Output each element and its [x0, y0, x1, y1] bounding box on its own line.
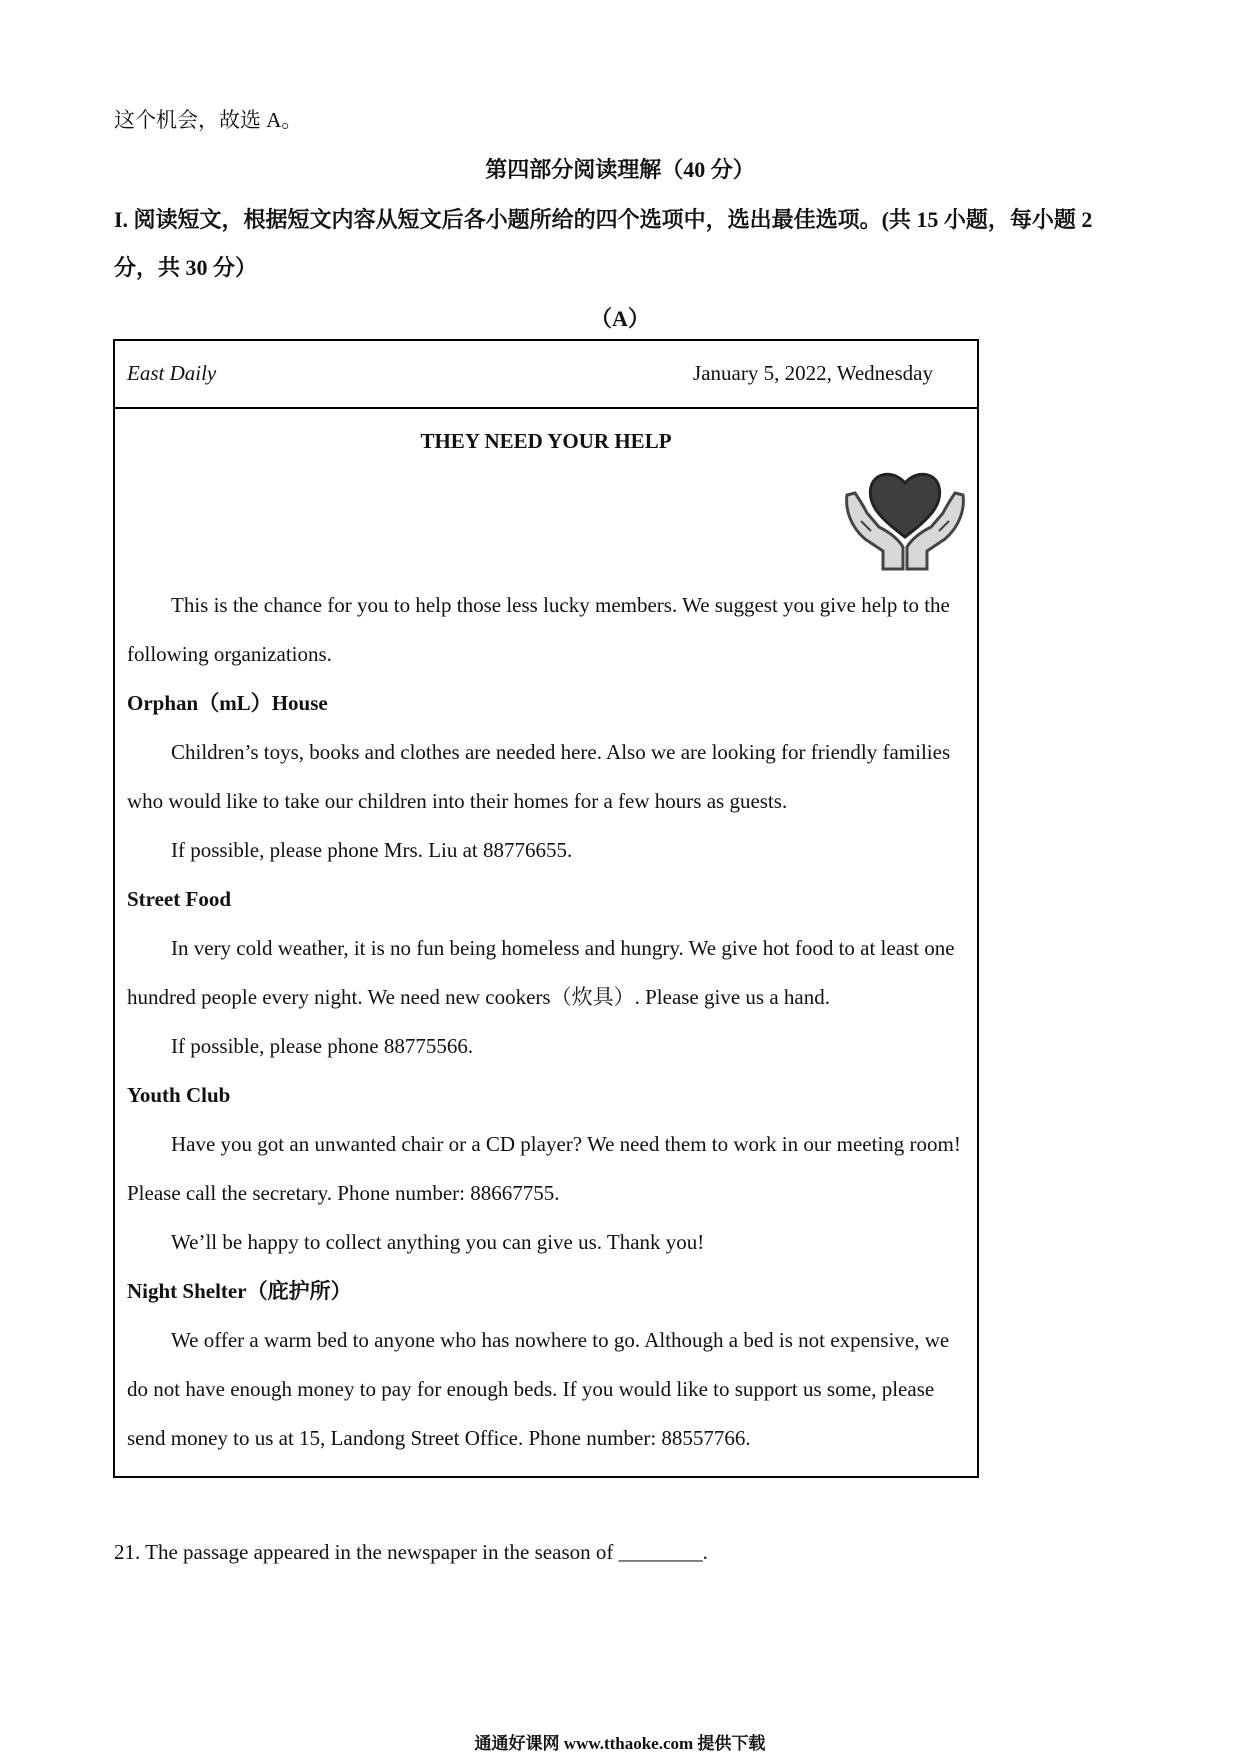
footer-watermark: 通通好课网 www.tthaoke.com 提供下载 — [474, 1734, 766, 1753]
passage-label: （A） — [590, 306, 650, 331]
org-name-street-food: Street Food — [127, 887, 232, 911]
article-intro: This is the chance for you to help those less lucky members. We suggest you give help to the following organizations. — [127, 593, 950, 666]
question-21: 21. The passage appeared in the newspaper in the season of ________. — [114, 1540, 708, 1564]
newspaper-header — [115, 341, 977, 409]
instruction-text: I. 阅读短文，根据短文内容从短文后各小题所给的四个选项中，选出最佳选项。(共 15 小题，每小题 2 分，共 30 分） — [114, 207, 1093, 280]
org-paragraph: Children’s toys, books and clothes are needed here. Also we are looking for friendly families who would like to take our children into their homes for a few hours as guests. — [127, 740, 951, 813]
org-paragraph: We’ll be happy to collect anything you can give us. Thank you! — [171, 1230, 705, 1254]
org-paragraph: We offer a warm bed to anyone who has nowhere to go. Although a bed is not expensive, we do not have enough money to pay for enough beds. If you would like to support us some, please send money to us at 15, Landong Street Office. Phone number: 88557766. — [127, 1328, 950, 1450]
previous-answer-line: 这个机会，故选 A。 — [114, 108, 303, 132]
org-paragraph: In very cold weather, it is no fun being homeless and hungry. We give hot food to at least one hundred people every night. We need new cookers（炊具）. Please give us a hand. — [127, 936, 955, 1009]
section-title: 第四部分阅读理解（40 分） — [485, 157, 755, 182]
newspaper-date: January 5, 2022, Wednesday — [693, 361, 933, 385]
heart-in-hands-icon — [841, 465, 969, 571]
org-name-night-shelter: Night Shelter（庇护所） — [127, 1279, 352, 1303]
org-paragraph: Have you got an unwanted chair or a CD player? We need them to work in our meeting room! Please call the secretary. Phone number: 88667755. — [127, 1132, 961, 1205]
newspaper-name: East Daily — [127, 361, 217, 385]
org-paragraph: If possible, please phone 88775566. — [171, 1034, 474, 1058]
org-paragraph: If possible, please phone Mrs. Liu at 88776655. — [171, 838, 573, 862]
newspaper-headline: THEY NEED YOUR HELP — [420, 429, 672, 453]
org-name-orphan-house: Orphan（mL）House — [127, 691, 328, 715]
newspaper-box — [113, 339, 979, 1478]
newspaper-article — [127, 581, 967, 1463]
org-name-youth-club: Youth Club — [127, 1083, 231, 1107]
